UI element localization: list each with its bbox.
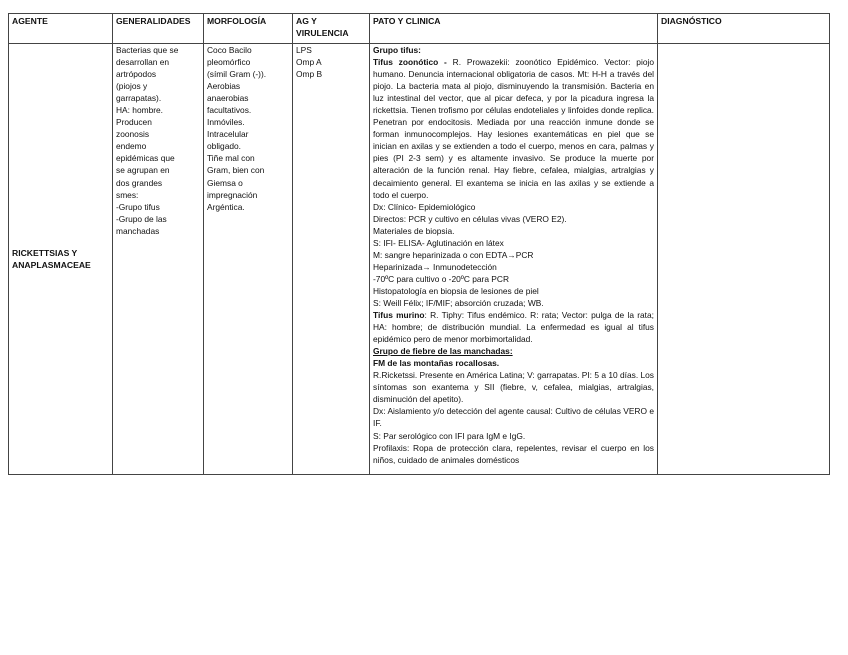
morfologia-line: Gram, bien con [207, 165, 265, 176]
generalidades-line: dos grandes [116, 177, 163, 188]
header-generalidades [113, 14, 204, 44]
ag-virulencia-cell [293, 44, 370, 475]
fm-title: FM de las montañas rocallosas. [373, 358, 500, 369]
generalidades-line: HA: hombre. [116, 105, 164, 116]
generalidades-line: epidémicas que [116, 153, 175, 164]
pato-line: M: sangre heparinizada o con EDTA→PCR [373, 249, 534, 260]
grupo-tifus-heading: Grupo tifus: [373, 45, 421, 55]
morfologia-line: facultativos. [207, 105, 252, 116]
morfologia-line: Giemsa o [207, 177, 243, 188]
generalidades-cell [113, 44, 204, 475]
generalidades-line: smes: [116, 189, 139, 200]
fm-dx: Dx: Aislamiento y/o detección del agente causal: Cultivo de células VERO e IF. [373, 406, 654, 429]
rickettsias-table [8, 13, 830, 475]
pato-line: Directos: PCR y cultivo en células vivas (VERO E2). [373, 213, 567, 224]
generalidades-line: zoonosis [116, 129, 150, 140]
table-row [9, 44, 830, 475]
generalidades-line: -Grupo tifus [116, 201, 160, 212]
generalidades-line: artrópodos [116, 69, 157, 80]
header-morfologia: MORFOLOGÍA [204, 14, 293, 44]
morfologia-line: Aerobias [207, 81, 241, 92]
morfologia-line: impregnación [207, 189, 258, 200]
pato-line: S: IFI- ELISA- Aglutinación en látex [373, 237, 504, 248]
morfologia-line: Intracelular [207, 129, 249, 140]
header-diagnostico: DIAGNÓSTICO [658, 14, 830, 44]
pato-line: Histopatología en biopsia de lesiones de piel [373, 285, 539, 296]
morfologia-line: Coco Bacilo [207, 45, 252, 55]
header-row [9, 14, 830, 44]
generalidades-line: Producen [116, 117, 152, 128]
generalidades-line: endemo [116, 141, 147, 152]
ag-line: Omp B [296, 69, 323, 80]
morfologia-line: pleomórfico [207, 57, 251, 68]
header-pato-clinica: PATO Y CLINICA [370, 14, 658, 44]
pato-clinica-cell [370, 44, 658, 475]
ag-line: LPS [296, 45, 312, 55]
morfologia-line: obligado. [207, 141, 241, 152]
generalidades-line: -Grupo de las [116, 213, 167, 224]
diagnostico-cell [658, 44, 830, 475]
morfologia-line: Inmóviles. [207, 117, 245, 128]
tifus-zoonotico-text: R. Prowazekii: zoonótico Epidémico. Vector: piojo humano. Denuncia internacional obligatoria de casos. Mt: H-H a través del piojo. La bacteria mata al piojo, disminuyendo la transmisión. Bacteria en luz intestinal del vector, que al picar defeca, y por la picadura ingresa la rickettsia. Tienen trofismo por células endoteliales y linfoides donde replica. Penetran por endocitosis. Mediada por una reacción inmune donde se forman inmunocomplejos. Hay lesiones exantemáticas en piel que se inician en axilas y se extienden a todo el cuerpo, menos en cara, palmas y pies (PI 2-3 sem) y es altamente invasivo. Se produce la muerte por alteración de la función renal. Hay fiebre, cefalea, mialgias, artralgias y decaimiento general. El exantema se inicia en las axilas y se extiende a todo el cuerpo. [373, 57, 654, 200]
morfologia-line: Argéntica. [207, 201, 245, 212]
agente-cell: RICKETTSIAS Y ANAPLASMACEAE [9, 44, 113, 475]
fm-text: R.Ricketssi. Presente en América Latina; V: garrapatas. PI: 5 a 10 días. Los síntomas son exantema y SII (fiebre, v, cefalea, mialgias, artralgias, disminución del apetito). [373, 370, 654, 405]
generalidades-line: (piojos y [116, 81, 148, 92]
morfologia-line: Tiñe mal con [207, 153, 255, 164]
generalidades-line: garrapatas). [116, 93, 162, 104]
header-ag-virulencia: AG Y VIRULENCIA [293, 14, 370, 44]
pato-line: Heparinizada→ Inmunodetección [373, 261, 497, 272]
grupo-manchadas-heading: Grupo de fiebre de las manchadas: [373, 346, 513, 357]
pato-line: -70ºC para cultivo o -20ºC para PCR [373, 273, 509, 284]
morfologia-line: anaerobias [207, 93, 249, 104]
ag-line: Omp A [296, 57, 322, 68]
pato-line: Materiales de biopsia. [373, 225, 455, 236]
generalidades-line: manchadas [116, 225, 160, 236]
tifus-murino-label: Tifus murino [373, 310, 425, 321]
morfologia-cell [204, 44, 293, 475]
tifus-zoonotico-label: Tifus zoonótico - [373, 57, 447, 68]
generalidades-line: Bacterias que se [116, 45, 179, 55]
pato-line: S: Weill Félix; IF/MIF; absorción cruzada; WB. [373, 297, 544, 308]
tifus-zoonotico-paragraph [373, 56, 654, 201]
fm-serologia: S: Par serológico con IFI para IgM e IgG. [373, 430, 526, 441]
generalidades-line: desarrollan en [116, 57, 170, 68]
header-agente: AGENTE [9, 14, 113, 44]
header-generalidades-text: GENERALIDADES [116, 16, 191, 26]
morfologia-line: (símil Gram (-)). [207, 69, 267, 80]
tifus-murino-text: : R. Tiphy: Tifus endémico. R: rata; Vector: pulga de la rata; HA: hombre; de distribución mundial. La enfermedad es igual al tifus epidémico pero de menor morbimortalidad. [373, 310, 654, 345]
profilaxis: Profilaxis: Ropa de protección clara, repelentes, revisar el cuerpo en los niños, cuidado de animales domésticos [373, 442, 654, 465]
pato-line: Dx: Clínico- Epidemiológico [373, 201, 476, 212]
generalidades-line: se agrupan en [116, 165, 170, 176]
tifus-murino-paragraph [373, 309, 654, 345]
